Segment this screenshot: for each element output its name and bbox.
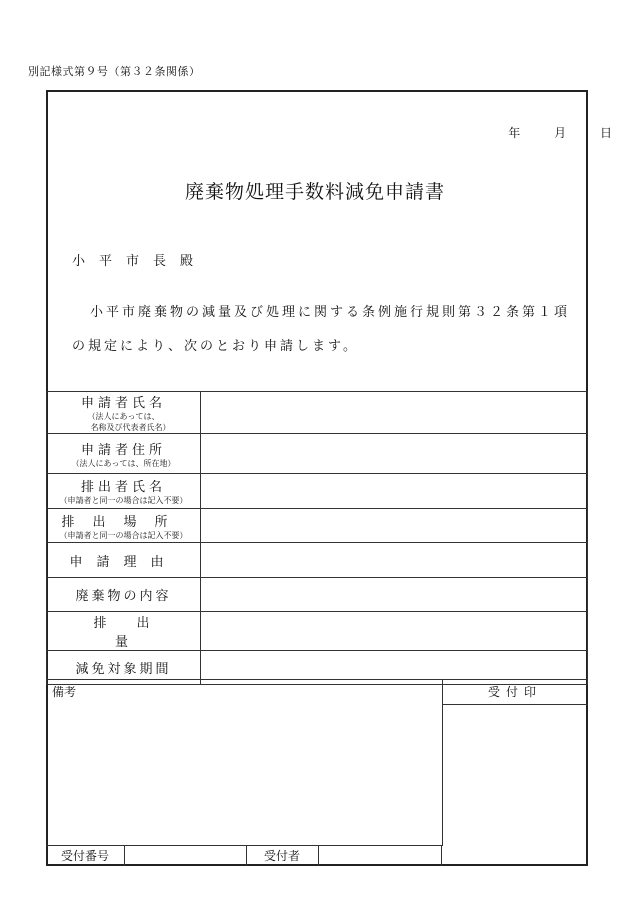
remarks-box[interactable] [46, 679, 443, 846]
date-month-label: 月 [554, 126, 567, 140]
field-label-cell [47, 474, 201, 509]
field-label-cell [47, 434, 201, 474]
receipt-row [46, 845, 442, 866]
field-row-discharge-place [47, 509, 588, 543]
receipt-stamp-box [442, 679, 588, 867]
addressee: 小平市長殿 [72, 254, 208, 269]
field-label: 排出者氏名 [80, 480, 166, 495]
application-fields-table [46, 391, 588, 685]
receipt-number-label: 受付番号 [46, 846, 125, 866]
application-statement [72, 296, 572, 364]
remarks-label: 備考 [52, 685, 77, 699]
statement-line-1: 小平市廃棄物の減量及び処理に関する条例施行規則第３２条第１項 [90, 305, 571, 320]
field-note: （申請者と同一の場合は記入不要） [59, 530, 188, 540]
field-note: （申請者と同一の場合は記入不要） [59, 496, 188, 505]
statement-line-2: の規定により、次のとおり申請します。 [72, 339, 359, 354]
field-note: 名称及び代表者氏名） [90, 423, 171, 432]
date-line [478, 124, 612, 141]
page-title: 廃棄物処理手数料減免申請書 [184, 181, 445, 203]
applicant-address-field[interactable] [201, 434, 588, 474]
discharge-place-field[interactable] [201, 509, 588, 543]
field-label-cell [47, 509, 201, 543]
field-label: 申請理由 [69, 554, 178, 570]
field-row-discharge-amount [47, 612, 588, 651]
waste-content-field[interactable] [201, 578, 588, 612]
field-label: 排出量 [93, 616, 180, 650]
field-label: 申請者住所 [80, 442, 166, 458]
receiver-label: 受付者 [246, 846, 319, 866]
field-label-cell [47, 612, 201, 651]
field-label: 減免対象期間 [75, 662, 172, 677]
field-label: 廃棄物の内容 [75, 589, 172, 604]
reason-field[interactable] [201, 543, 588, 578]
field-row-reason [47, 543, 588, 578]
discharger-name-field[interactable] [201, 474, 588, 509]
applicant-name-field[interactable] [201, 392, 588, 434]
field-row-applicant-name [47, 392, 588, 434]
bottom-section [46, 679, 588, 866]
field-label-cell [47, 392, 201, 434]
discharge-amount-field[interactable] [201, 612, 588, 651]
receipt-stamp-label: 受付印 [442, 680, 588, 705]
field-row-discharger-name [47, 474, 588, 509]
field-note: （法人にあっては、 [87, 412, 160, 421]
field-label-cell [47, 578, 201, 612]
form-number: 別記様式第９号（第３２条関係） [28, 65, 201, 78]
receipt-number-field[interactable] [124, 846, 247, 866]
field-label: 申請者氏名 [80, 396, 166, 411]
receiver-field[interactable] [318, 846, 442, 866]
field-row-waste-content [47, 578, 588, 612]
field-note: （法人にあっては、所在地） [71, 458, 176, 468]
field-row-applicant-address [47, 434, 588, 474]
date-day-label: 日 [599, 126, 612, 140]
field-label: 排出場所 [61, 514, 186, 530]
date-year-label: 年 [508, 126, 521, 140]
field-label-cell [47, 543, 201, 578]
